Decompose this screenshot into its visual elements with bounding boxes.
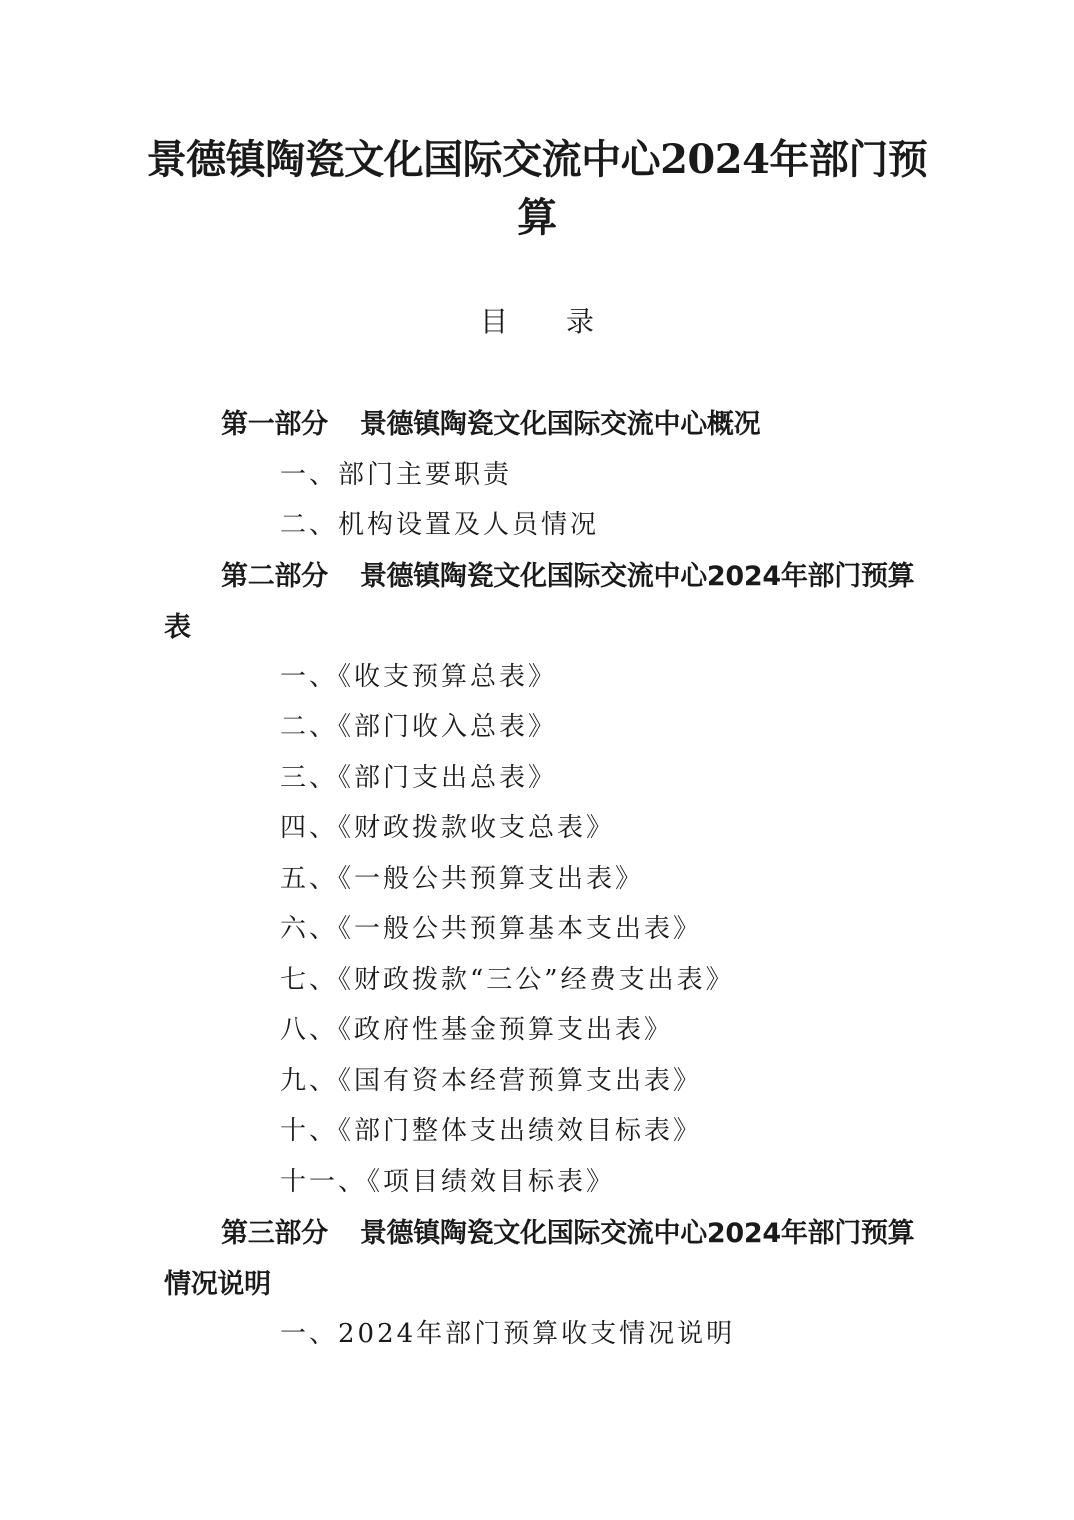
part1-label: 第一部分	[221, 409, 328, 440]
part1-heading	[164, 399, 924, 450]
part2-item-3: 三、《部门支出总表》	[280, 763, 558, 793]
toc-heading-right: 录	[566, 305, 595, 338]
toc-heading	[0, 302, 1074, 342]
part3-item-1: 一、2024年部门预算收支情况说明	[280, 1319, 736, 1349]
part2-title: 景德镇陶瓷文化国际交流中心2024年部门预算表	[164, 561, 915, 643]
part3-title: 景德镇陶瓷文化国际交流中心2024年部门预算情况说明	[164, 1218, 915, 1300]
part2-item-9: 九、《国有资本经营预算支出表》	[280, 1066, 703, 1096]
part1-item-1: 一、部门主要职责	[280, 460, 513, 490]
part1-title: 景德镇陶瓷文化国际交流中心概况	[359, 409, 761, 440]
part2-item-10: 十、《部门整体支出绩效目标表》	[280, 1116, 703, 1146]
document-title: 景德镇陶瓷文化国际交流中心2024年部门预算	[146, 136, 928, 241]
part3-heading	[164, 1208, 924, 1310]
part2-item-5: 五、《一般公共预算支出表》	[280, 864, 645, 894]
part2-item-1: 一、《收支预算总表》	[280, 662, 558, 692]
part2-item-6: 六、《一般公共预算基本支出表》	[280, 914, 703, 944]
part2-heading	[164, 551, 924, 653]
part2-item-2: 二、《部门收入总表》	[280, 712, 558, 742]
part1-item-2: 二、机构设置及人员情况	[280, 510, 600, 540]
toc-heading-left: 目	[479, 305, 508, 338]
part2-item-8: 八、《政府性基金预算支出表》	[280, 1015, 674, 1045]
part2-item-11: 十一、《项目绩效目标表》	[280, 1167, 616, 1197]
part2-item-4: 四、《财政拨款收支总表》	[280, 813, 616, 843]
part3-label: 第三部分	[221, 1218, 328, 1249]
part2-item-7: 七、《财政拨款“三公”经费支出表》	[280, 965, 735, 995]
part2-label: 第二部分	[221, 561, 328, 592]
